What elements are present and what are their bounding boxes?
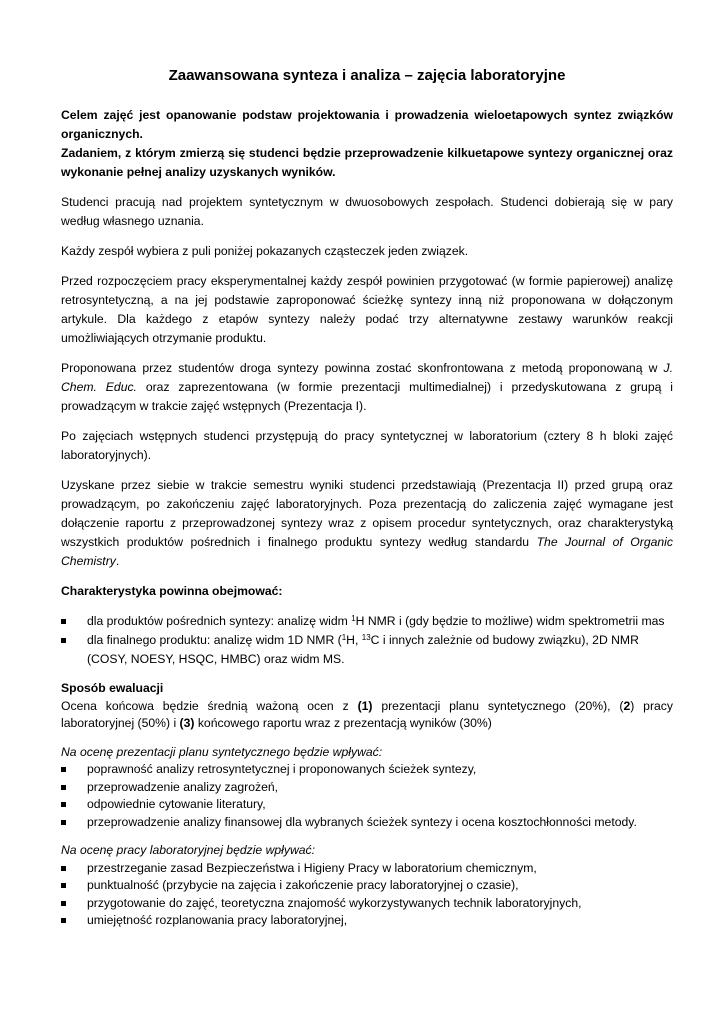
eval-number: (1) <box>357 698 373 713</box>
plan-evaluation-list <box>61 761 673 831</box>
list-item: przeprowadzenie analizy zagrożeń, <box>61 779 673 797</box>
retrosynthesis-paragraph: Przed rozpoczęciem pracy eksperymentalnej każdy zespół powinien przygotować (w formie papierowej) analizę retrosyntetyczną, a na jej podstawie zaproponować ścieżkę syntezy inną niż proponowana w dołączonym artykule. Dla każdego z etapów syntezy należy podać trzy alternatywne zestawy warunków reakcji umożliwiających otrzymanie produktu. <box>61 274 673 345</box>
list-item: przeprowadzenie analizy finansowej dla wybranych ścieżek syntezy i ocena kosztochłonności metody. <box>61 814 673 832</box>
plan-heading-text: Na ocenę prezentacji planu syntetycznego będzie wpływać: <box>61 744 383 759</box>
list-item: przygotowanie do zajęć, teoretyczna znajomość wykorzystywanych technik laboratoryjnych, <box>61 895 673 913</box>
lab-evaluation-heading <box>61 842 673 860</box>
eval-text: końcowego raportu wraz z prezentacją wyników (30%) <box>194 716 492 730</box>
eval-text: prezentacji planu syntetycznego (20%), ( <box>372 698 624 713</box>
goal-paragraph-2: Zadaniem, z którym zmierzą się studenci będzie przeprowadzenie kilkuetapowe syntezy organicznej oraz wykonanie pełnej analizy uzyskanych wyników. <box>61 146 673 179</box>
item-text: dla finalnego produktu: analizę widm 1D NMR ( <box>87 633 342 647</box>
teams-paragraph: Studenci pracują nad projektem syntetycznym w dwuosobowych zespołach. Studenci dobierają się w pary według własnego uznania. <box>61 195 673 228</box>
list-item <box>61 612 673 631</box>
list-item: umiejętność rozplanowania pracy laboratoryjnej, <box>61 912 673 930</box>
list-item: odpowiednie cytowanie literatury, <box>61 796 673 814</box>
plan-evaluation-heading <box>61 744 673 762</box>
journal-standard: The Journal of Organic Chemistry <box>61 535 673 568</box>
eval-text: Ocena końcowa będzie średnią ważoną ocen z <box>61 698 358 713</box>
results-text-end: . <box>115 554 120 568</box>
eval-text: ) pracy laboratoryjnej (50%) i <box>61 698 673 730</box>
superscript: 1 <box>341 633 347 642</box>
list-item: poprawność analizy retrosyntetycznej i proponowanych ścieżek syntezy, <box>61 761 673 779</box>
evaluation-paragraph <box>61 698 673 733</box>
item-text: H NMR i (gdy będzie to możliwe) widm spektrometrii mas <box>355 614 665 628</box>
proposed-route-text: Proponowana przez studentów droga syntezy powinna zostać skonfrontowana z metodą proponowaną w <box>61 361 664 375</box>
results-text: Uzyskane przez siebie w trakcie semestru wyniki studenci przedstawiają (Prezentacja II) przed grupą oraz prowadzącym, po zakończeniu zajęć laboratoryjnych. Poza prezentacją do zaliczenia zajęć wymagane jest dołączenie raportu z przeprowadzonej syntezy wraz z opisem procedur syntetycznych, oraz charakterystyką wszystkich produktów pośrednich i finalnego produktu syntezy według standardu <box>61 478 673 549</box>
evaluation-heading: Sposób ewaluacji <box>61 681 164 695</box>
item-text: C i innych zależnie od budowy związku), 2D NMR (COSY, NOESY, HSQC, HMBC) oraz widm MS. <box>87 633 639 666</box>
page-title: Zaawansowana synteza i analiza – zajęcia laboratoryjne <box>168 67 566 84</box>
superscript: 13 <box>361 633 371 642</box>
characterization-list <box>61 612 673 669</box>
item-text: dla produktów pośrednich syntezy: analizę widm <box>87 614 352 628</box>
lab-work-paragraph: Po zajęciach wstępnych studenci przystępują do pracy syntetycznej w laboratorium (cztery 8 h bloki zajęć laboratoryjnych). <box>61 429 673 462</box>
results-paragraph <box>61 476 673 571</box>
choice-paragraph: Każdy zespół wybiera z puli poniżej pokazanych cząsteczek jeden związek. <box>61 244 469 258</box>
superscript: 1 <box>351 614 356 623</box>
proposed-route-text-end: oraz zaprezentowana (w formie prezentacji multimedialnej) i przedyskutowana z grupą i prowadzącym w trakcie zajęć wstępnych (Prezentacja I). <box>61 380 673 413</box>
lab-heading-text: Na ocenę pracy laboratoryjnej będzie wpływać: <box>61 843 316 857</box>
proposed-route-paragraph <box>61 359 673 416</box>
eval-number: 2 <box>623 698 631 713</box>
goal-paragraph-1: Celem zajęć jest opanowanie podstaw projektowania i prowadzenia wieloetapowych syntez związków organicznych. <box>61 108 673 141</box>
characterization-heading: Charakterystyka powinna obejmować: <box>61 584 283 598</box>
item-text: H, <box>346 633 362 647</box>
list-item: punktualność (przybycie na zajęcia i zakończenie pracy laboratoryjnej o czasie), <box>61 877 673 895</box>
list-item: przestrzeganie zasad Bezpieczeństwa i Higieny Pracy w laboratorium chemicznym, <box>61 860 673 878</box>
lab-evaluation-list <box>61 860 673 930</box>
list-item <box>61 631 673 669</box>
journal-reference: J. Chem. Educ. <box>61 361 673 394</box>
eval-number: (3) <box>179 716 195 730</box>
document-page <box>61 66 673 930</box>
